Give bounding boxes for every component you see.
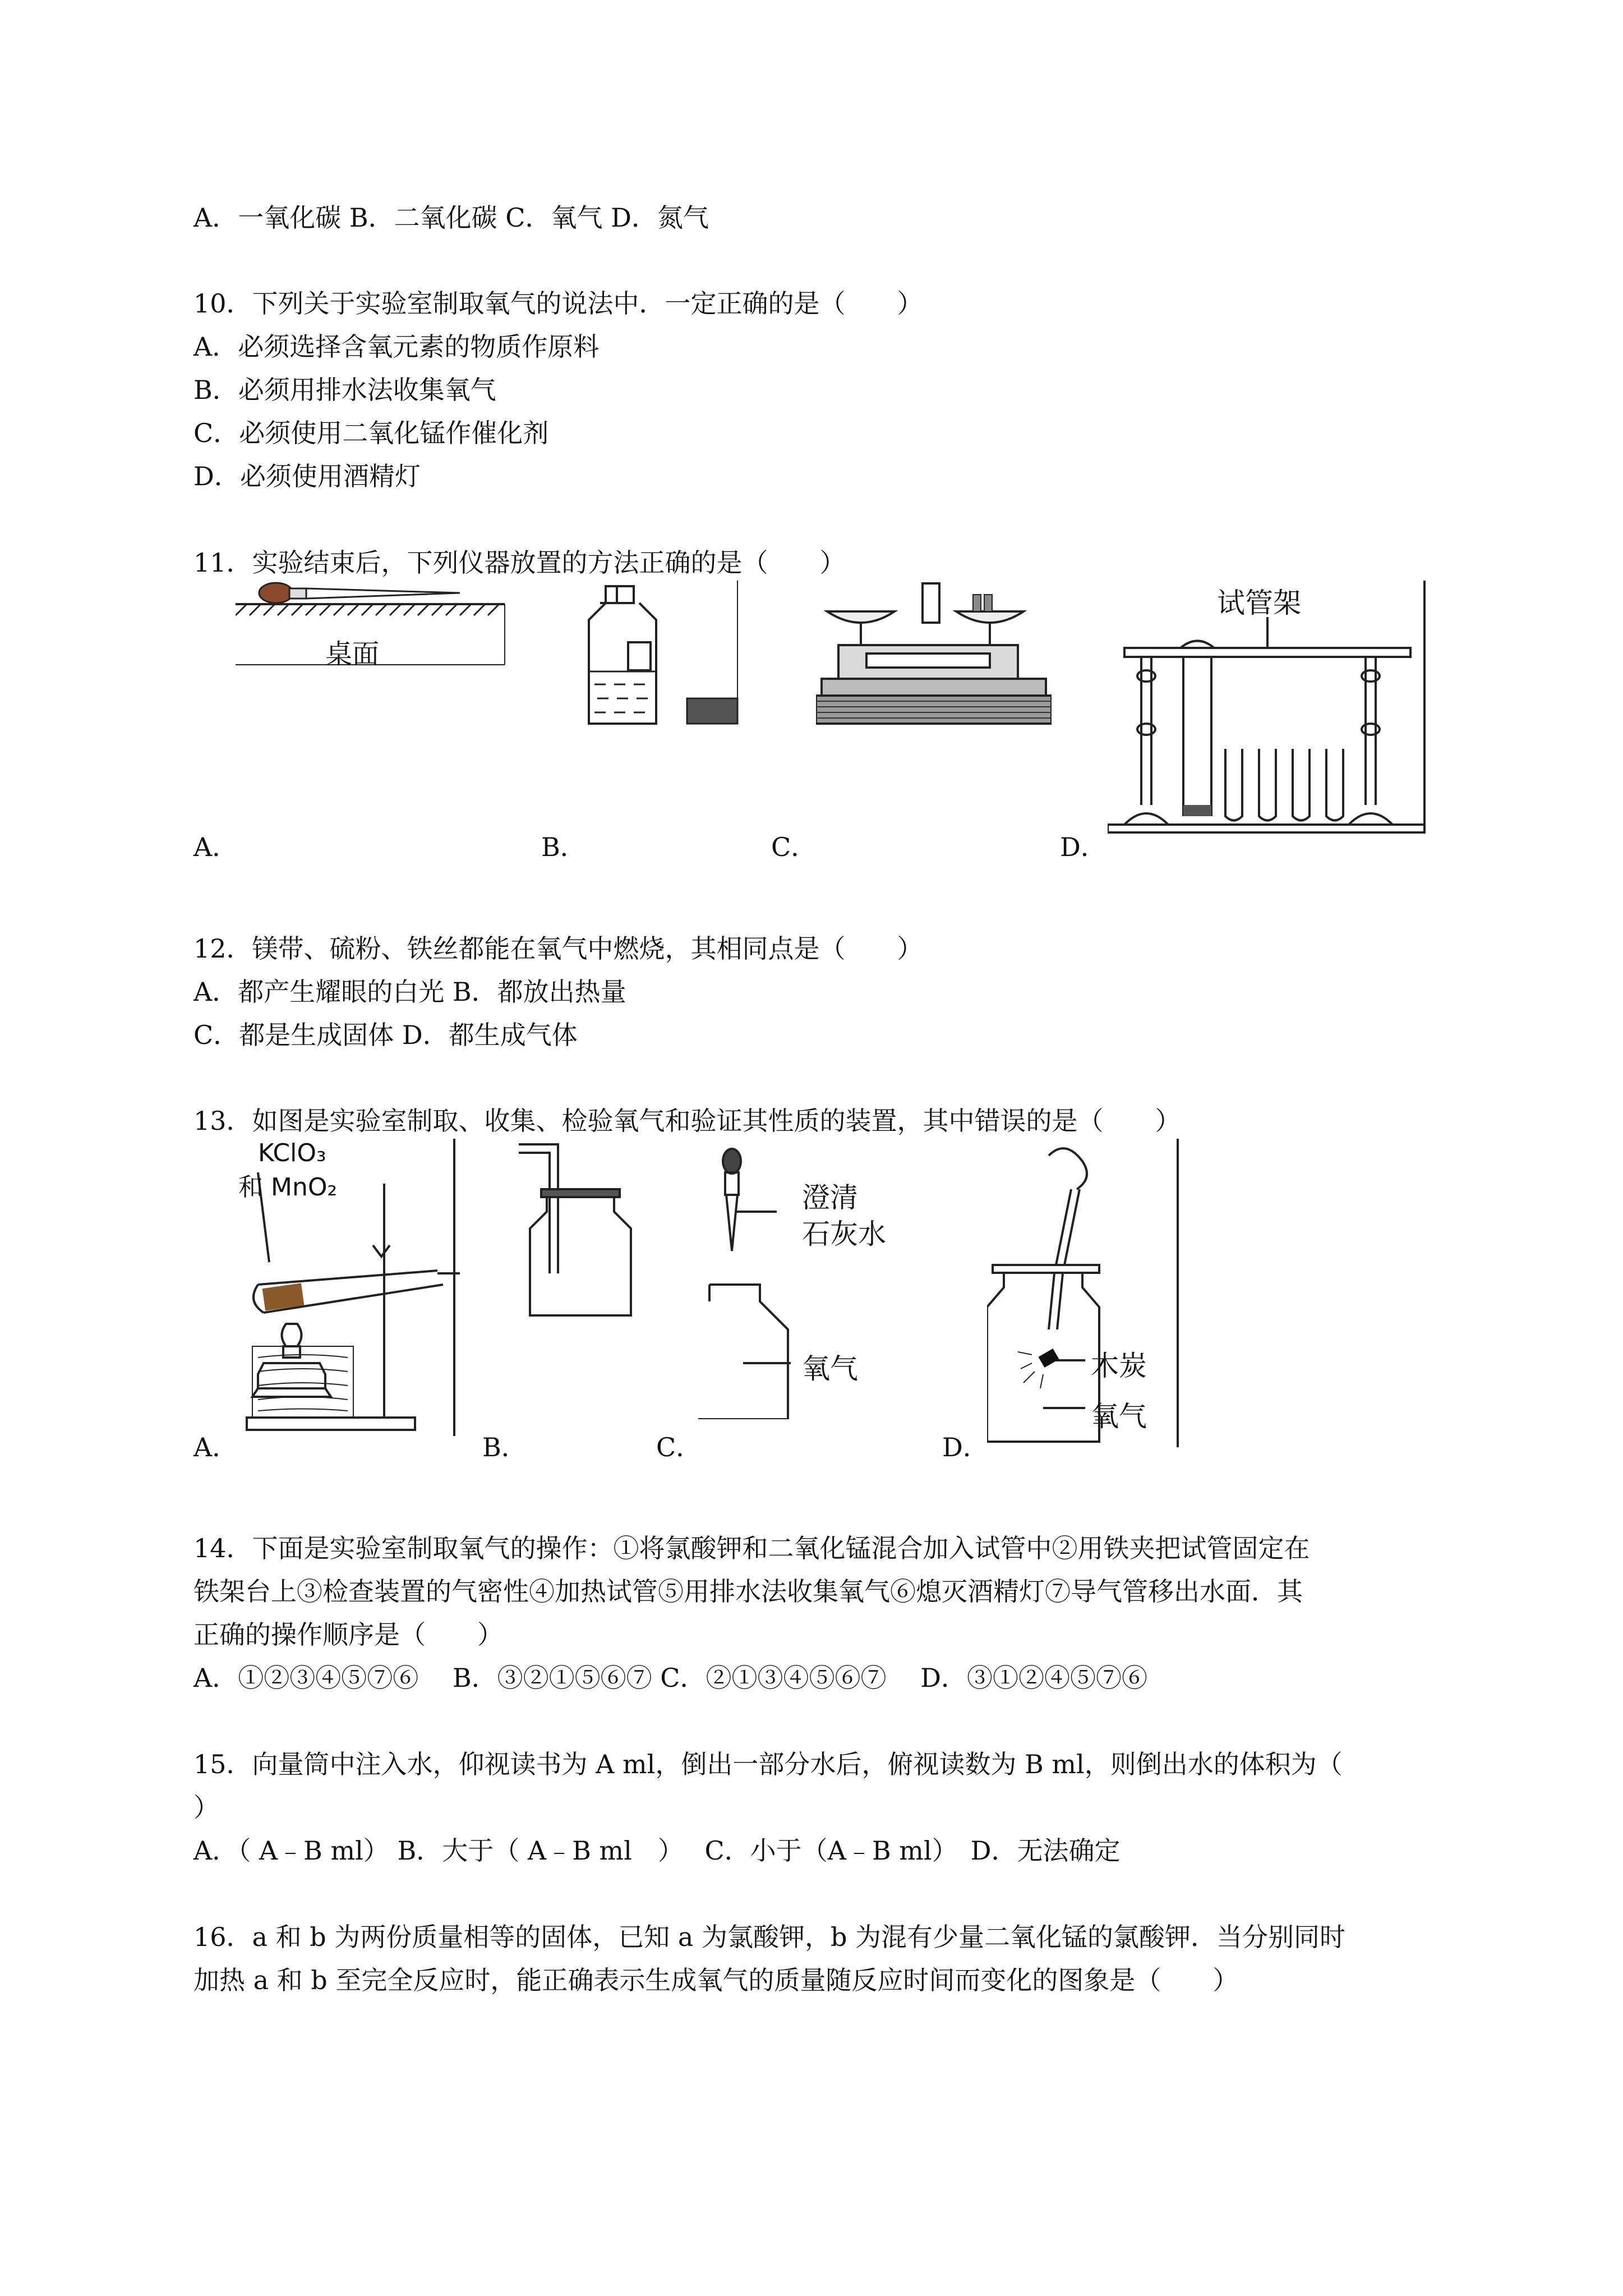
clear-lime-water-label-1: 澄清 — [802, 1181, 858, 1214]
q14-line1: 14．下面是实验室制取氧气的操作：①将氯酸钾和二氧化锰混合加入试管中②用铁夹把试管固定在 — [193, 1533, 1310, 1563]
table-label: 桌面 — [325, 638, 380, 670]
clear-lime-water-label-2: 石灰水 — [802, 1218, 886, 1250]
q13-stem: 13．如图是实验室制取、收集、检验氧气和验证其性质的装置，其中错误的是（ ） — [193, 1106, 1181, 1136]
q9-options: A．一氧化碳 B．二氧化碳 C．氧气 D．氮气 — [193, 203, 709, 233]
balance-icon — [816, 583, 1052, 724]
q11-option-a: A． — [193, 832, 238, 862]
oxygen-label-d: 氧气 — [1091, 1400, 1147, 1433]
mno2-label: 和 MnO₂ — [238, 1173, 338, 1202]
q13-option-a: A． — [193, 1432, 238, 1462]
q16-line2: 加热 a 和 b 至完全反应时，能正确表示生成氧气的质量随反应时间而变化的图象是（ ） — [193, 1965, 1239, 1995]
q15-options: A．（ A﹣B ml） B．大于（ A﹣B ml ） C．小于（A﹣B ml） D．无法确定 — [193, 1835, 1121, 1866]
q10-option-d: D．必须使用酒精灯 — [193, 461, 421, 491]
q10-option-b: B．必须用排水法收集氧气 — [193, 375, 496, 405]
stopper-icon — [687, 698, 737, 724]
alcohol-lamp-icon — [252, 1324, 331, 1397]
q12-stem: 12．镁带、硫粉、铁丝都能在氧气中燃烧，其相同点是（ ） — [193, 933, 923, 964]
kclo3-label: KClO₃ — [258, 1139, 326, 1167]
q16-line1: 16．a 和 b 为两份质量相等的固体，已知 a 为氯酸钾，b 为混有少量二氧化锰的氯酸钾．当分别同时 — [193, 1922, 1346, 1952]
q11-option-b: B． — [541, 832, 586, 862]
q15-line2: ） — [193, 1792, 219, 1823]
charcoal-icon — [1039, 1349, 1059, 1368]
q11-figure-a — [236, 581, 516, 676]
q11-option-c: C． — [771, 832, 817, 862]
q14-line2: 铁架台上③检查装置的气密性④加热试管⑤用排水法收集氧气⑥熄灭酒精灯⑦导气管移出水面．其 — [193, 1576, 1303, 1607]
q11-option-d: D． — [1060, 832, 1106, 862]
tongs-icon — [1049, 1148, 1087, 1329]
q13-figure-d — [987, 1139, 1181, 1447]
q13-option-c: C． — [656, 1432, 702, 1462]
oxygen-label-c: 氧气 — [802, 1352, 858, 1385]
q13-option-d: D． — [942, 1432, 989, 1462]
q13-figure-a — [236, 1139, 460, 1436]
charcoal-label: 木炭 — [1091, 1350, 1147, 1382]
reagent-bottle-icon — [589, 586, 656, 724]
q11-stem: 11．实验结束后，下列仪器放置的方法正确的是（ ） — [193, 547, 846, 578]
q14-line3: 正确的操作顺序是（ ） — [193, 1619, 503, 1650]
q10-stem: 10．下列关于实验室制取氧气的说法中．一定正确的是（ ） — [193, 288, 923, 319]
q15-line1: 15．向量筒中注入水，仰视读书为 A ml，倒出一部分水后，俯视读数为 B ml，则倒出水的体积为（ — [193, 1749, 1343, 1779]
q12-options-line2: C．都是生成固体 D．都生成气体 — [193, 1020, 578, 1050]
q12-options-line1: A．都产生耀眼的白光 B．都放出热量 — [193, 977, 626, 1007]
test-tube-rack-label: 试管架 — [1217, 587, 1301, 619]
gas-bottle-icon — [519, 1144, 631, 1315]
q11-figure-c — [816, 578, 1052, 735]
q11-figure-d — [1108, 581, 1427, 839]
dropper-icon — [259, 583, 460, 603]
q10-option-c: C．必须使用二氧化锰作催化剂 — [193, 418, 549, 448]
q11-figure-b — [583, 581, 746, 732]
gas-jar-icon — [698, 1285, 788, 1419]
dropper-icon — [723, 1149, 741, 1251]
q13-figure-c — [698, 1139, 923, 1419]
q13-option-b: B． — [482, 1432, 527, 1462]
q14-options: A．①②③④⑤⑦⑥ B．③②①⑤⑥⑦ C．②①③④⑤⑥⑦ D．③①②④⑤⑦⑥ — [193, 1663, 1147, 1693]
q13-figure-b — [519, 1139, 642, 1318]
q10-option-a: A．必须选择含氧元素的物质作原料 — [193, 332, 600, 362]
